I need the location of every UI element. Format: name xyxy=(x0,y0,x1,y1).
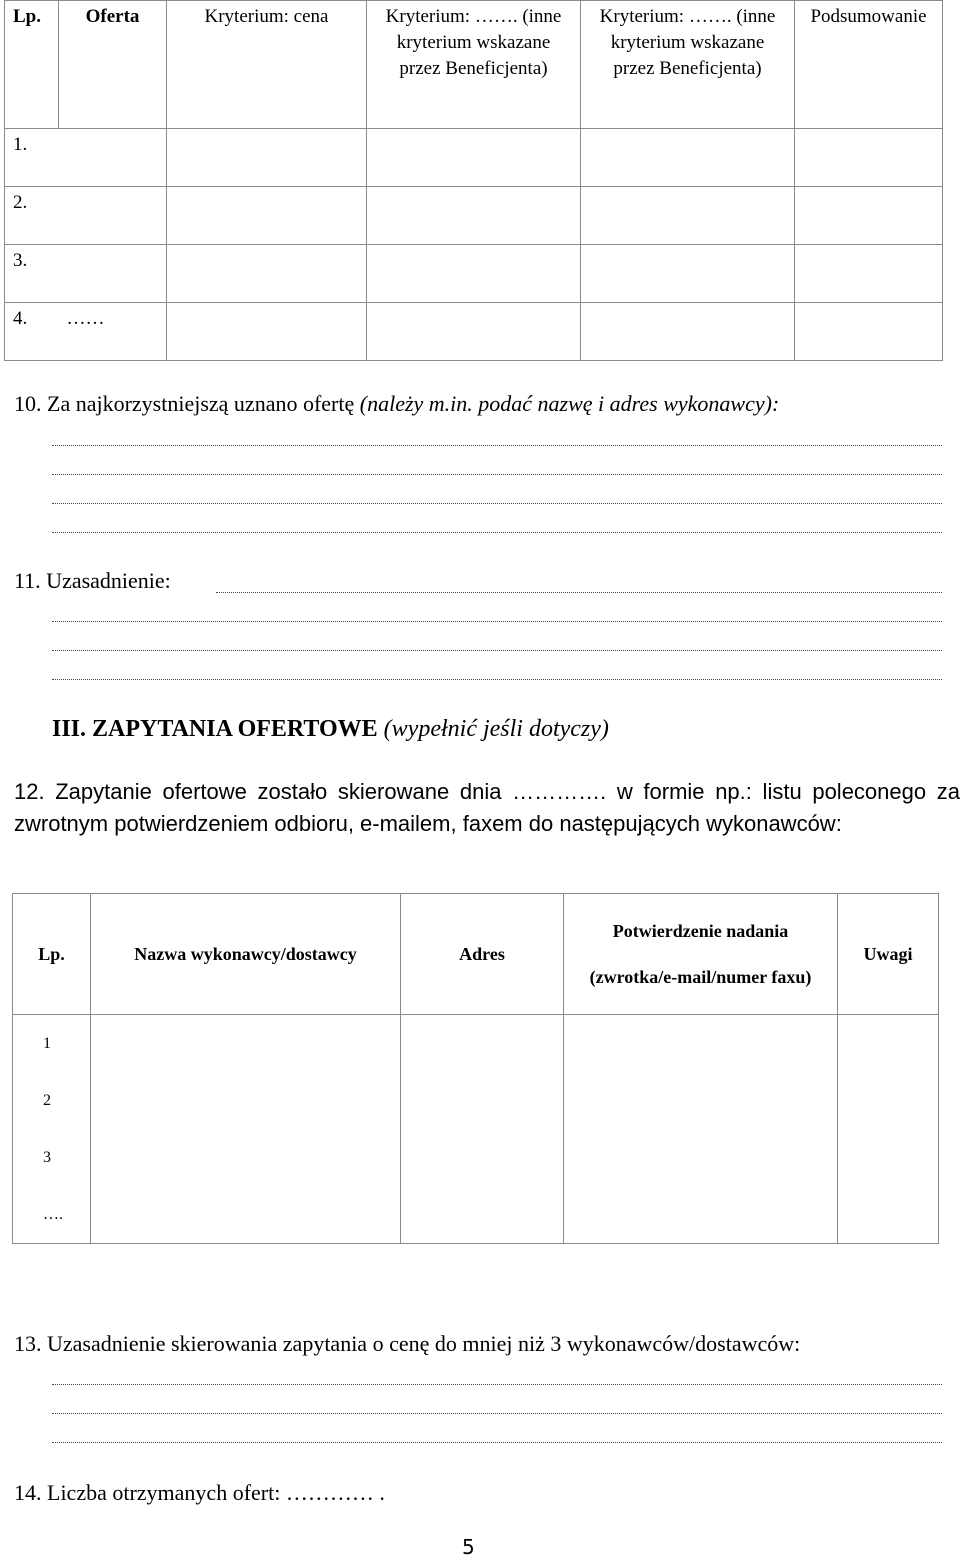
item-14-text: 14. Liczba otrzymanych ofert: ………… . xyxy=(14,1480,385,1505)
cell[interactable] xyxy=(581,245,795,303)
cell[interactable] xyxy=(838,1015,939,1073)
fill-line[interactable] xyxy=(52,1442,942,1443)
cell[interactable] xyxy=(401,1129,564,1186)
cell[interactable] xyxy=(795,187,943,245)
cell[interactable] xyxy=(401,1072,564,1129)
cell[interactable] xyxy=(401,1186,564,1244)
cell[interactable] xyxy=(581,187,795,245)
row-lp: 3. xyxy=(5,245,59,303)
table-row xyxy=(13,1186,939,1244)
section-3-title: III. ZAPYTANIA OFERTOWE xyxy=(52,716,378,742)
cell[interactable] xyxy=(581,129,795,187)
cell[interactable] xyxy=(795,129,943,187)
table-row xyxy=(5,129,943,187)
item-10 xyxy=(14,391,779,417)
table-row xyxy=(13,1129,939,1186)
header-lp: Lp. xyxy=(13,894,91,1015)
offers-comparison-table xyxy=(4,0,943,361)
table-row xyxy=(5,245,943,303)
cell[interactable] xyxy=(167,129,367,187)
cell[interactable] xyxy=(838,1186,939,1244)
table-row xyxy=(5,187,943,245)
header-summary: Podsumowanie xyxy=(795,1,943,129)
fill-line[interactable] xyxy=(52,1384,942,1385)
item-12-text: 12. Zapytanie ofertowe zostało skierowane dnia …………. w formie np.: listu poleconego za zwrotnym potwierdzeniem odbioru, e-mailem, faxem do następujących wykonawców: xyxy=(14,779,960,836)
cell[interactable] xyxy=(367,129,581,187)
row-offer[interactable]: …… xyxy=(59,303,167,361)
cell[interactable] xyxy=(564,1186,838,1244)
fill-line[interactable] xyxy=(52,445,942,446)
row-offer[interactable] xyxy=(59,129,167,187)
table-row xyxy=(13,1072,939,1129)
fill-line[interactable] xyxy=(216,592,942,593)
fill-line[interactable] xyxy=(52,1413,942,1414)
item-10-text: 10. Za najkorzystniejszą uznano ofertę xyxy=(14,391,355,416)
row-lp: …. xyxy=(13,1186,91,1244)
row-lp: 4. xyxy=(5,303,59,361)
cell[interactable] xyxy=(795,245,943,303)
item-10-note: (należy m.in. podać nazwę i adres wykonawcy): xyxy=(359,391,780,416)
header-oferta: Oferta xyxy=(59,1,167,129)
cell[interactable] xyxy=(91,1186,401,1244)
section-3-note: (wypełnić jeśli dotyczy) xyxy=(383,716,609,742)
page-number: 5 xyxy=(462,1535,475,1559)
fill-line[interactable] xyxy=(52,679,942,680)
header-contractor-name: Nazwa wykonawcy/dostawcy xyxy=(91,894,401,1015)
cell[interactable] xyxy=(564,1129,838,1186)
cell[interactable] xyxy=(401,1015,564,1073)
item-14 xyxy=(14,1480,385,1506)
fill-line[interactable] xyxy=(52,532,942,533)
header-confirmation-title: Potwierdzenie nadania xyxy=(612,921,789,941)
table-row xyxy=(13,1015,939,1073)
cell[interactable] xyxy=(167,245,367,303)
item-13-text: 13. Uzasadnienie skierowania zapytania o cenę do mniej niż 3 wykonawców/dostawców: xyxy=(14,1331,801,1356)
cell[interactable] xyxy=(367,245,581,303)
header-address: Adres xyxy=(401,894,564,1015)
fill-line[interactable] xyxy=(52,650,942,651)
cell[interactable] xyxy=(564,1072,838,1129)
header-confirmation-detail: (zwrotka/e-mail/numer faxu) xyxy=(589,967,812,987)
cell[interactable] xyxy=(167,303,367,361)
cell[interactable] xyxy=(367,303,581,361)
contractors-header-row xyxy=(13,894,939,1015)
contractors-table xyxy=(12,893,939,1244)
cell[interactable] xyxy=(367,187,581,245)
cell[interactable] xyxy=(838,1129,939,1186)
fill-line[interactable] xyxy=(52,474,942,475)
row-lp: 2. xyxy=(5,187,59,245)
cell[interactable] xyxy=(91,1072,401,1129)
fill-line[interactable] xyxy=(52,621,942,622)
header-criterion-other-1: Kryterium: ……. (inne kryterium wskazane przez Beneficjenta) xyxy=(367,1,581,129)
offers-header-row xyxy=(5,1,943,129)
fill-line[interactable] xyxy=(52,503,942,504)
cell[interactable] xyxy=(91,1015,401,1073)
row-lp: 2 xyxy=(13,1072,91,1129)
cell[interactable] xyxy=(581,303,795,361)
row-offer[interactable] xyxy=(59,187,167,245)
item-11-text: 11. Uzasadnienie: xyxy=(14,568,171,593)
item-11 xyxy=(14,568,171,594)
table-row xyxy=(5,303,943,361)
row-lp: 3 xyxy=(13,1129,91,1186)
cell[interactable] xyxy=(564,1015,838,1073)
row-lp: 1 xyxy=(13,1015,91,1073)
section-3-heading xyxy=(52,716,609,743)
cell[interactable] xyxy=(795,303,943,361)
header-lp: Lp. xyxy=(5,1,59,129)
cell[interactable] xyxy=(91,1129,401,1186)
row-offer[interactable] xyxy=(59,245,167,303)
cell[interactable] xyxy=(167,187,367,245)
cell[interactable] xyxy=(838,1072,939,1129)
header-notes: Uwagi xyxy=(838,894,939,1015)
header-criterion-price: Kryterium: cena xyxy=(167,1,367,129)
header-criterion-other-2: Kryterium: ……. (inne kryterium wskazane przez Beneficjenta) xyxy=(581,1,795,129)
row-lp: 1. xyxy=(5,129,59,187)
header-confirmation xyxy=(564,894,838,1015)
item-13 xyxy=(14,1331,800,1357)
